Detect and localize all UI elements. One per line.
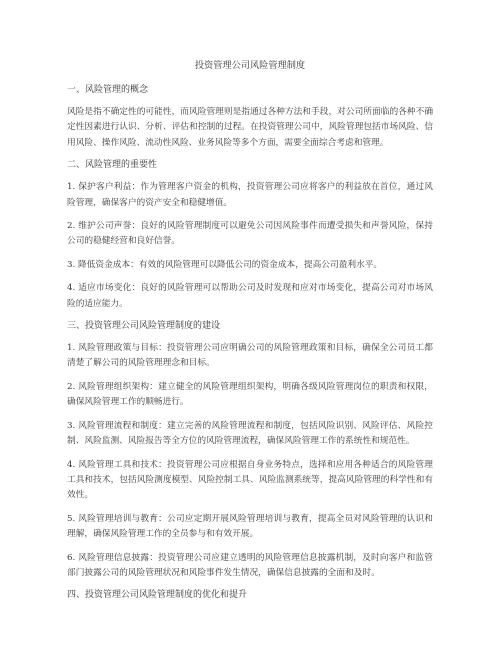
section-3-paragraph-5: 5. 风险管理培训与教育：公司应定期开展风险管理培训与教育，提高全员对风险管理的认识和理解，确保风险管理工作的全员参与和有效开展。 xyxy=(67,513,433,540)
section-heading-3: 三、投资管理公司风险管理制度的建设 xyxy=(67,321,221,332)
section-heading-2: 二、风险管理的重要性 xyxy=(67,160,158,171)
section-3-paragraph-4: 4. 风险管理工具和技术：投资管理公司应根据自身业务特点，选择和应用各种适合的风险管理工具和技术，包括风险测度模型、风险控制工具、风险监测系统等，提高风险管理的科学性和有效性。 xyxy=(67,459,433,501)
section-heading-4: 四、投资管理公司风险管理制度的优化和提升 xyxy=(67,590,248,601)
section-3-paragraph-1: 1. 风险管理政策与目标：投资管理公司应明确公司的风险管理政策和目标，确保全公司员工都清楚了解公司的风险管理理念和目标。 xyxy=(67,343,433,369)
document-title: 投资管理公司风险管理制度 xyxy=(194,60,306,71)
section-3-paragraph-2: 2. 风险管理组织架构：建立健全的风险管理组织架构，明确各级风险管理岗位的职责和权限，确保风险管理工作的顺畅进行。 xyxy=(67,381,433,408)
section-3-paragraph-6: 6. 风险管理信息披露：投资管理公司应建立透明的风险管理信息披露机制，及时向客户和监管部门披露公司的风险管理状况和风险事件发生情况，确保信息披露的全面和及时。 xyxy=(67,552,433,578)
section-2-paragraph-1: 1. 保护客户利益：作为管理客户资金的机构，投资管理公司应将客户的利益放在首位，通过风险管理，确保客户的资产安全和稳健增值。 xyxy=(67,182,433,208)
section-2-paragraph-4: 4. 适应市场变化：良好的风险管理可以帮助公司及时发现和应对市场变化，提高公司对市场风险的适应能力。 xyxy=(67,283,433,309)
section-heading-1: 一、风险管理的概念 xyxy=(67,85,149,95)
section-2-paragraph-3: 3. 降低资金成本：有效的风险管理可以降低公司的资金成本，提高公司盈利水平。 xyxy=(67,259,383,270)
section-3-paragraph-3: 3. 风险管理流程和制度：建立完善的风险管理流程和制度，包括风险识别、风险评估、风险控制、风险监测、风险报告等全方位的风险管理流程，确保风险管理工作的系统性和规范性。 xyxy=(67,420,433,447)
section-1-paragraph-1: 风险是指不确定性的可能性，而风险管理则是指通过各种方法和手段，对公司所面临的各种不确定性因素进行认识、分析、评估和控制的过程。在投资管理公司中，风险管理包括市场风险、信用风险、操作风险、流动性风险、业务风险等多个方面，需要全面综合考虑和管理。 xyxy=(67,107,433,148)
section-2-paragraph-2: 2. 维护公司声誉：良好的风险管理制度可以避免公司因风险事件而遭受损失和声誉风险，保持公司的稳健经营和良好信誉。 xyxy=(67,221,433,247)
